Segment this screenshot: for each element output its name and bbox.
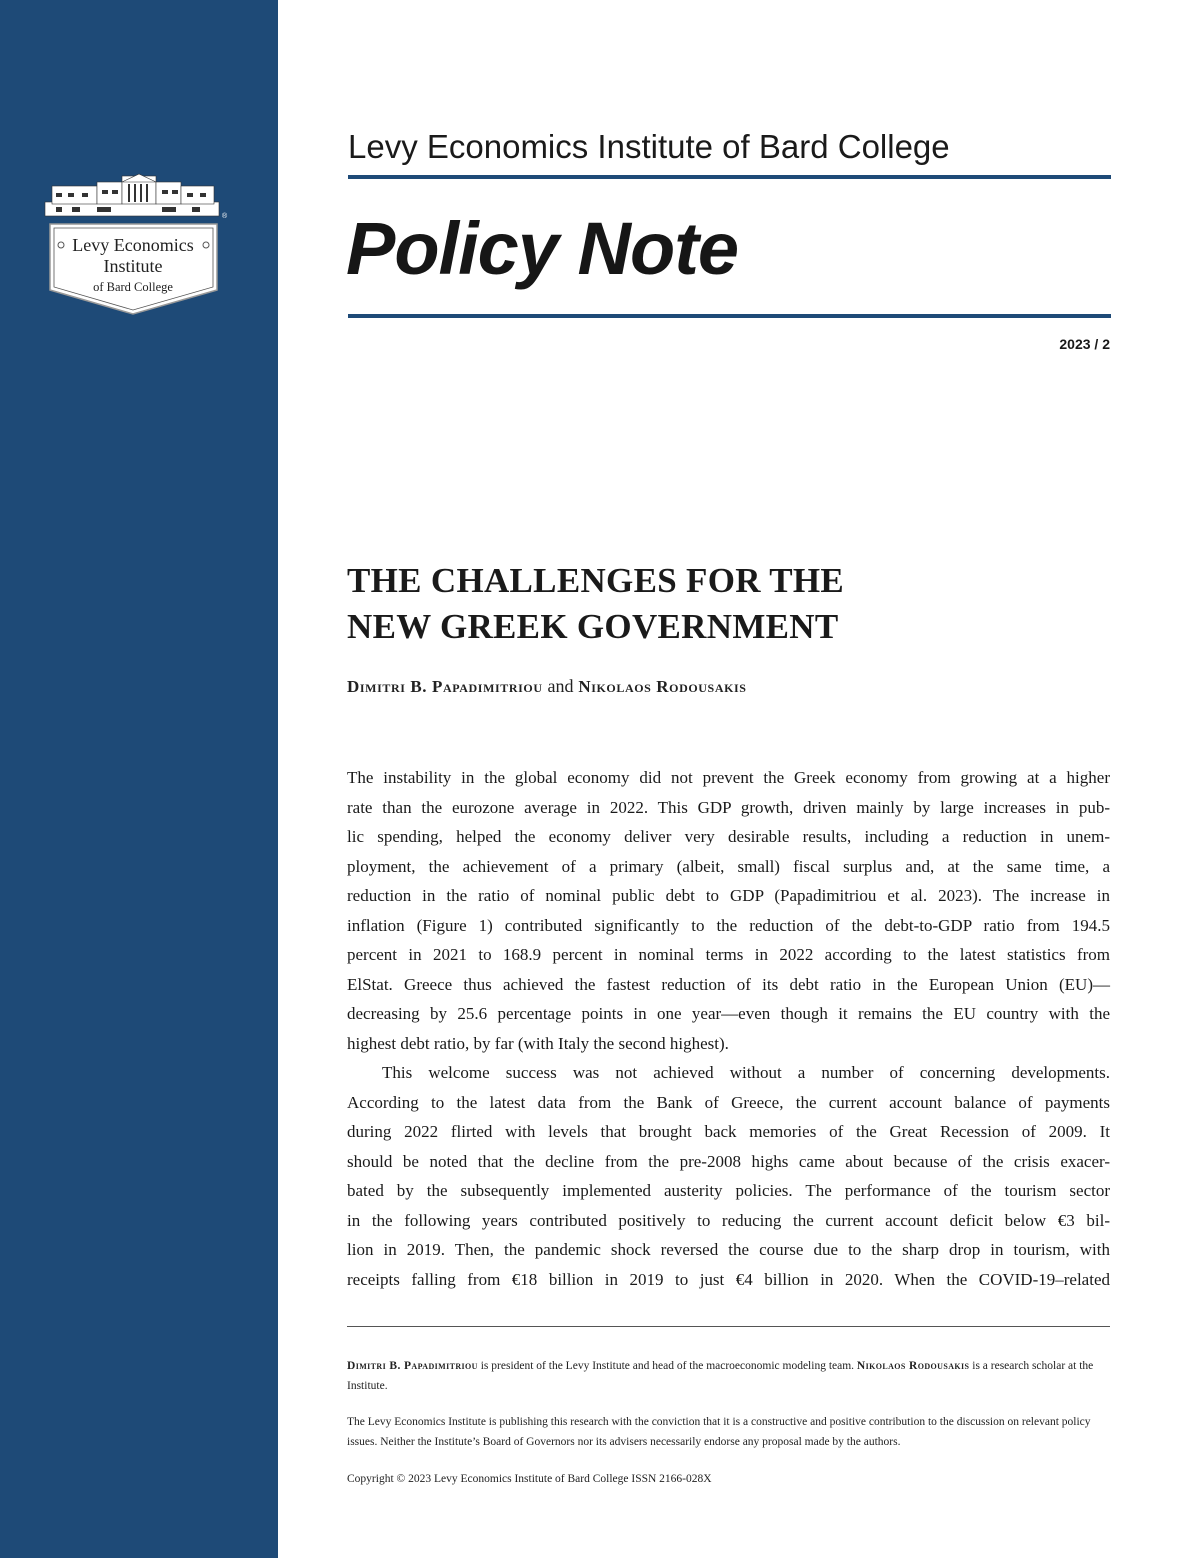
body-line: According to the latest data from the Bank of Greece, the current account balance of payments xyxy=(347,1092,1110,1112)
disclaimer: The Levy Economics Institute is publishing this research with the conviction that it is a constructive and positive contribution to the discussion on relevant policy issues. Neither the Institute’s Board of Governors nor its advisers necessarily endorse any proposal made by the authors. xyxy=(347,1416,1091,1448)
title-line: NEW GREEK GOVERNMENT xyxy=(347,607,839,646)
body-line: highest debt ratio, by far (with Italy the second highest). xyxy=(347,1033,729,1053)
sidebar-band xyxy=(0,0,278,1558)
bio-author-name: Nikolaos Rodousakis xyxy=(856,1360,970,1372)
authors xyxy=(347,676,747,697)
issue-number: 2023 / 2 xyxy=(1059,336,1110,352)
registered-mark: ® xyxy=(222,213,228,220)
body-line: should be noted that the decline from the pre-2008 highs came about because of the crisis exacer- xyxy=(347,1151,1110,1171)
body-line: lion in 2019. Then, the pandemic shock reversed the course due to the sharp drop in tourism, with xyxy=(347,1240,1110,1259)
paragraph-1 xyxy=(347,763,1110,1058)
body-line: during 2022 flirted with levels that brought back memories of the Great Recession of 2009. It xyxy=(347,1122,1110,1141)
header-rule-top xyxy=(348,175,1111,179)
bio-author-name: Dimitri B. Papadimitriou xyxy=(347,1360,478,1372)
author-bios xyxy=(347,1356,1110,1396)
title-line: THE CHALLENGES FOR THE xyxy=(347,561,845,600)
body-line: This welcome success was not achieved without a number of concerning developments. xyxy=(382,1063,1110,1082)
body-line: ElStat. Greece thus achieved the fastest reduction of its debt ratio in the European Union (EU)— xyxy=(347,974,1110,994)
body-line: The instability in the global economy did not prevent the Greek economy from growing at a higher xyxy=(347,768,1110,787)
footnote-rule xyxy=(347,1326,1110,1327)
copyright: Copyright © 2023 Levy Economics Institute of Bard College ISSN 2166-028X xyxy=(347,1473,712,1485)
body-line: lic spending, helped the economy deliver very desirable results, including a reduction in unem- xyxy=(347,827,1110,846)
series-title: Policy Note xyxy=(346,207,738,290)
bio-text: is president of the Levy Institute and head of the macroeconomic modeling team. xyxy=(477,1360,857,1372)
body-line: percent in 2021 to 168.9 percent in nominal terms in 2022 according to the latest statistics from xyxy=(347,945,1110,964)
body-line: decreasing by 25.6 percentage points in one year—even though it remains the EU country with the xyxy=(347,1004,1110,1023)
svg-text:Institute: Institute xyxy=(103,256,163,276)
body-line: reduction in the ratio of nominal public debt to GDP (Papadimitriou et al. 2023). The increase in xyxy=(347,886,1110,905)
body-line: bated by the subsequently implemented austerity policies. The performance of the tourism sector xyxy=(347,1181,1110,1200)
body-text xyxy=(347,763,1110,1294)
body-line: rate than the eurozone average in 2022. This GDP growth, driven mainly by large increases in pub- xyxy=(347,797,1110,817)
institute-name: Levy Economics Institute of Bard College xyxy=(348,128,950,165)
body-line: ployment, the achievement of a primary (albeit, small) fiscal surplus and, at the same time, a xyxy=(347,856,1110,876)
author-name: Dimitri B. Papadimitriou xyxy=(347,677,543,696)
body-line: inflation (Figure 1) contributed significantly to the reduction of the debt-to-GDP ratio from 194.5 xyxy=(347,915,1110,935)
body-line: receipts falling from €18 billion in 2019 to just €4 billion in 2020. When the COVID-19–related xyxy=(347,1269,1110,1289)
author-name: Nikolaos Rodousakis xyxy=(578,677,747,696)
svg-text:Levy Economics: Levy Economics xyxy=(72,235,194,255)
svg-text:of Bard College: of Bard College xyxy=(93,280,173,294)
author-conjunction: and xyxy=(547,676,574,696)
document-title xyxy=(347,558,844,650)
levy-institute-logo xyxy=(42,172,237,317)
bio-text: is a research scholar at the Institute. xyxy=(347,1360,1094,1392)
header-rule-bottom xyxy=(348,314,1111,318)
paragraph-2 xyxy=(347,1058,1110,1294)
body-line: in the following years contributed positively to reducing the current account deficit below €3 bil- xyxy=(347,1210,1110,1230)
